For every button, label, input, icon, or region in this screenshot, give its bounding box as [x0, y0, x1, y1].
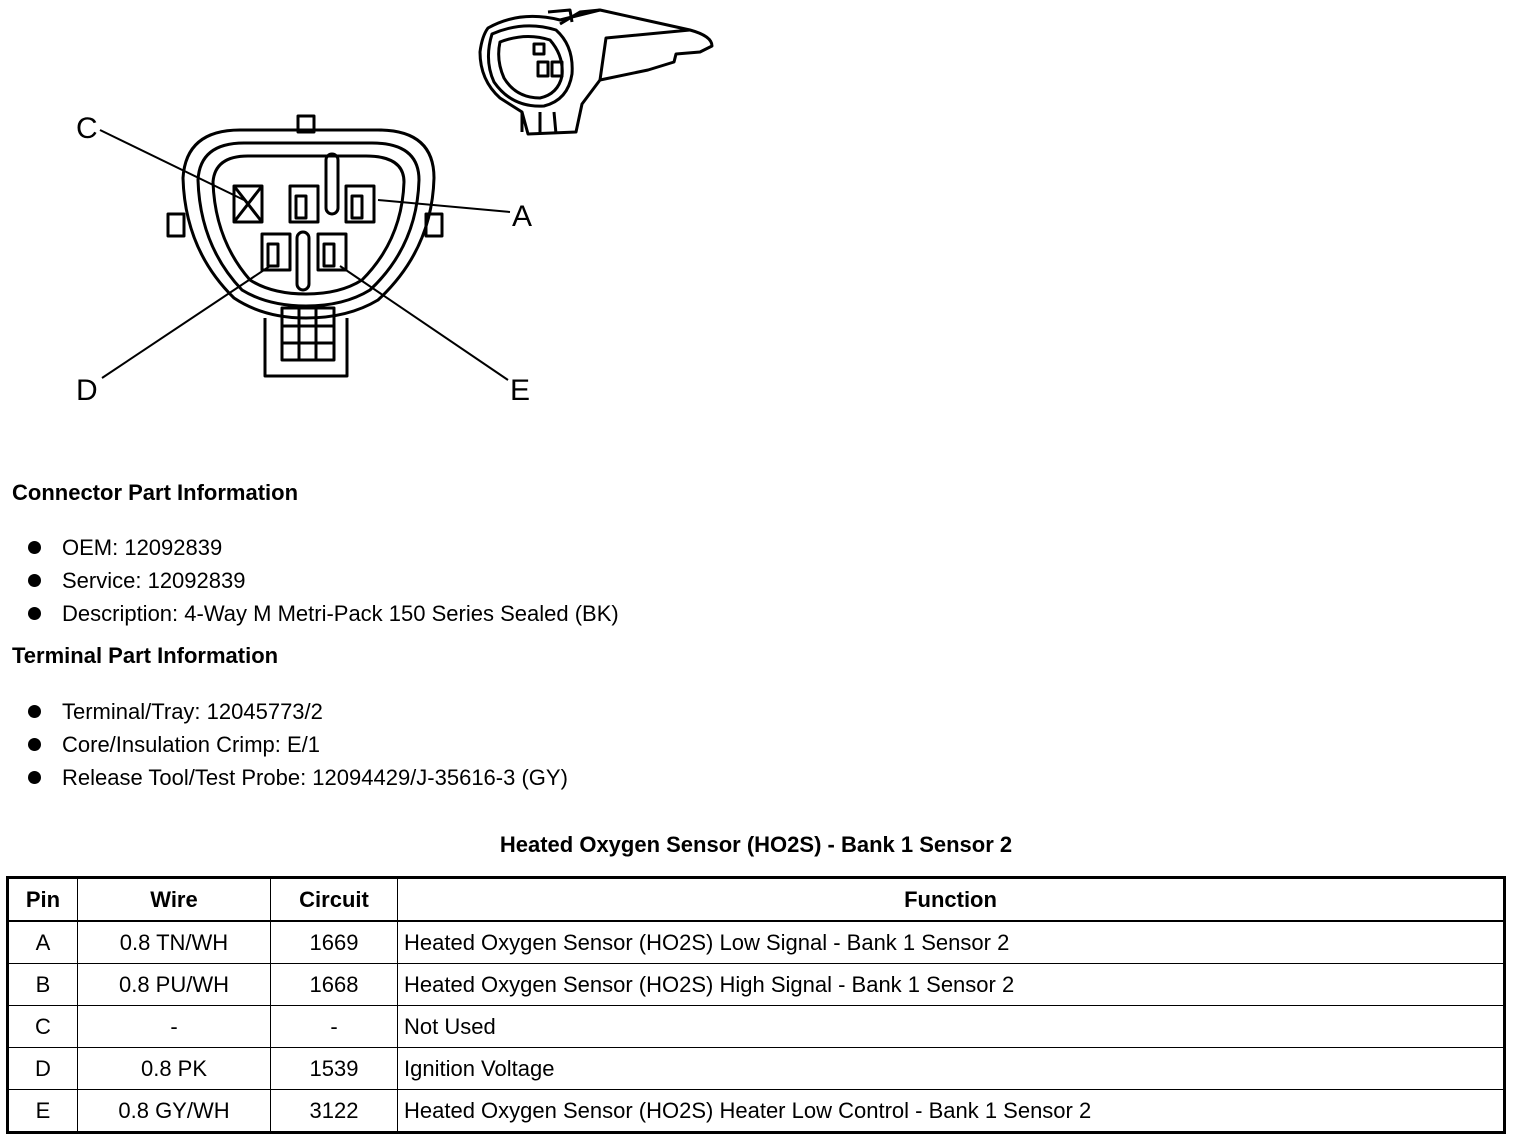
cell-wire: 0.8 PU/WH — [78, 964, 271, 1006]
cell-function: Heated Oxygen Sensor (HO2S) Low Signal - Bank 1 Sensor 2 — [398, 921, 1505, 964]
cell-circuit: 1539 — [271, 1048, 398, 1090]
cell-wire: 0.8 TN/WH — [78, 921, 271, 964]
cell-pin: C — [8, 1006, 78, 1048]
pin-label-c: C — [76, 112, 98, 145]
bullet-icon — [28, 705, 41, 718]
table-title: Heated Oxygen Sensor (HO2S) - Bank 1 Sensor 2 — [499, 832, 1013, 857]
terminal-part-info-title: Terminal Part Information — [12, 643, 279, 668]
cell-circuit: 3122 — [271, 1090, 398, 1133]
pin-label-d: D — [76, 374, 98, 407]
cell-function: Not Used — [398, 1006, 1505, 1048]
header-function: Function — [398, 878, 1505, 922]
bullet-icon — [28, 607, 41, 620]
list-item — [28, 728, 568, 761]
cell-wire: 0.8 GY/WH — [78, 1090, 271, 1133]
cell-circuit: 1668 — [271, 964, 398, 1006]
cell-function: Heated Oxygen Sensor (HO2S) Heater Low Control - Bank 1 Sensor 2 — [398, 1090, 1505, 1133]
list-item — [28, 564, 619, 597]
table-row — [8, 1090, 1505, 1133]
list-item-text: Service: 12092839 — [62, 568, 246, 593]
list-item — [28, 761, 568, 794]
cell-pin: E — [8, 1090, 78, 1133]
cell-function: Heated Oxygen Sensor (HO2S) High Signal - Bank 1 Sensor 2 — [398, 964, 1505, 1006]
list-item — [28, 597, 619, 630]
cell-wire: - — [78, 1006, 271, 1048]
bullet-icon — [28, 541, 41, 554]
bullet-icon — [28, 574, 41, 587]
list-item — [28, 531, 619, 564]
connector-face-view — [168, 116, 442, 376]
bullet-icon — [28, 738, 41, 751]
pin-label-a: A — [512, 200, 533, 233]
table-row — [8, 964, 1505, 1006]
header-wire: Wire — [78, 878, 271, 922]
cell-wire: 0.8 PK — [78, 1048, 271, 1090]
table-row — [8, 1006, 1505, 1048]
cell-pin: B — [8, 964, 78, 1006]
table-row — [8, 1048, 1505, 1090]
pinout-table — [6, 876, 1506, 1134]
list-item — [28, 695, 568, 728]
connector-part-info-title: Connector Part Information — [12, 480, 299, 505]
terminal-part-info-list — [28, 695, 568, 794]
list-item-text: Description: 4-Way M Metri-Pack 150 Series Sealed (BK) — [62, 601, 619, 626]
table-header-row — [8, 878, 1505, 922]
list-item-text: OEM: 12092839 — [62, 535, 223, 560]
bullet-icon — [28, 771, 41, 784]
connector-part-info-list — [28, 531, 619, 630]
header-circuit: Circuit — [271, 878, 398, 922]
cell-function: Ignition Voltage — [398, 1048, 1505, 1090]
cell-pin: D — [8, 1048, 78, 1090]
header-pin: Pin — [8, 878, 78, 922]
connector-3d-illustration — [480, 10, 712, 134]
connector-diagram — [0, 0, 760, 430]
cell-pin: A — [8, 921, 78, 964]
list-item-text: Core/Insulation Crimp: E/1 — [62, 732, 320, 757]
list-item-text: Release Tool/Test Probe: 12094429/J-35616-3 (GY) — [62, 765, 568, 790]
table-row — [8, 921, 1505, 964]
pin-label-e: E — [510, 374, 531, 407]
cell-circuit: - — [271, 1006, 398, 1048]
cell-circuit: 1669 — [271, 921, 398, 964]
list-item-text: Terminal/Tray: 12045773/2 — [62, 699, 323, 724]
